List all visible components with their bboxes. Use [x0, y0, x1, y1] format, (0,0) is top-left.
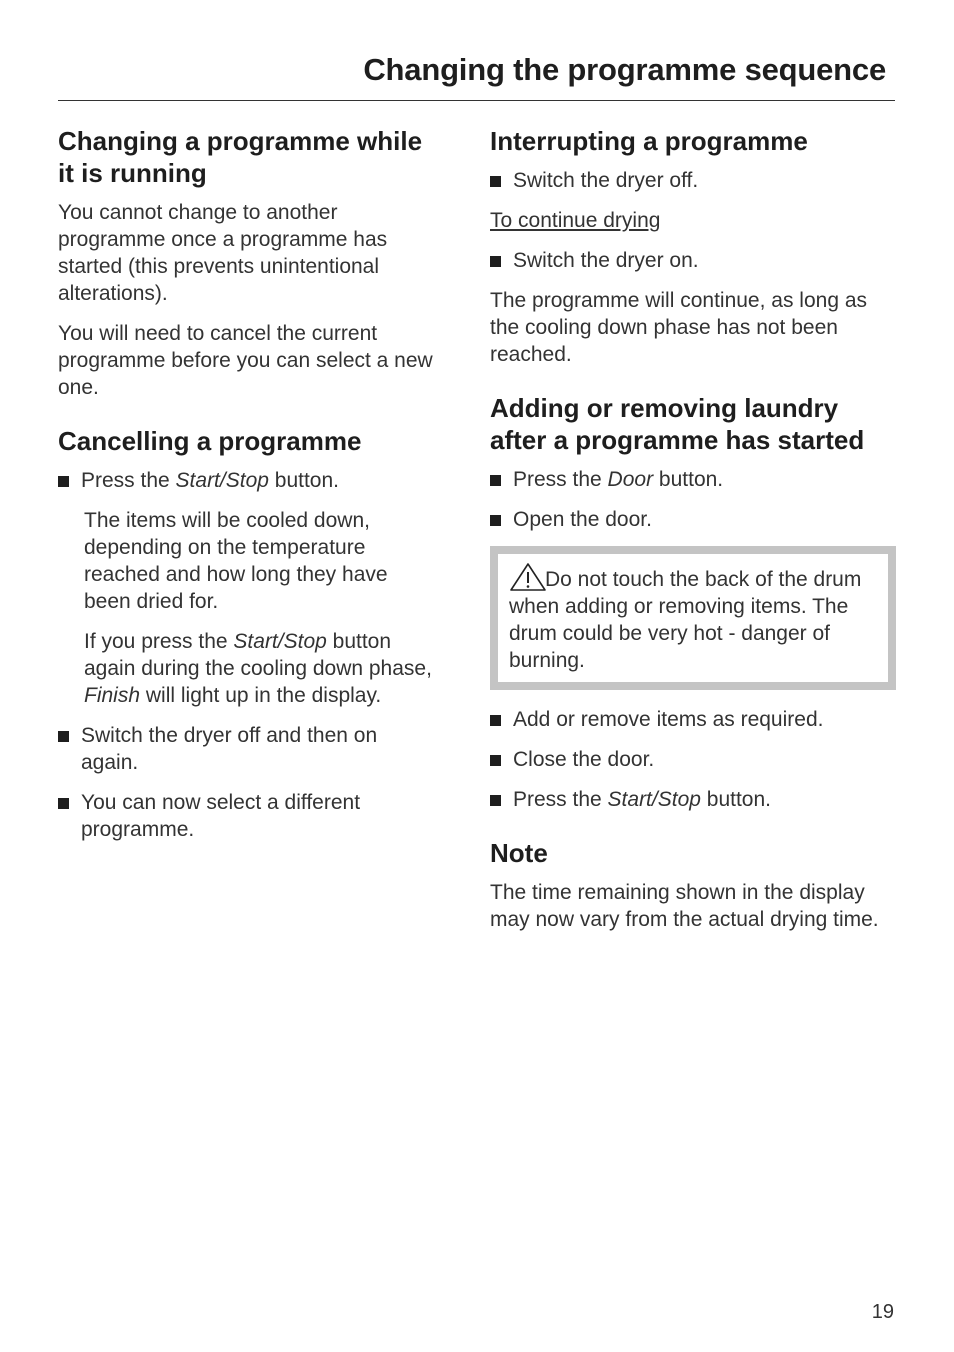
bullet-square-icon — [490, 715, 501, 726]
heading-changing-programme: Changing a programme while it is running — [58, 126, 423, 188]
bullet-square-icon — [58, 476, 69, 487]
right-column — [490, 125, 896, 946]
page-title: Changing the programme sequence — [363, 52, 886, 87]
button-name: Door — [607, 468, 654, 491]
warning-text: Do not touch the back of the drum when adding or removing items. The drum could be very hot - danger of burning. — [509, 568, 862, 672]
paragraph: The programme will continue, as long as the cooling down phase has not been reached. — [490, 289, 868, 366]
page-number: 19 — [871, 1301, 894, 1323]
heading-note: Note — [490, 838, 548, 868]
heading-interrupting-programme: Interrupting a programme — [490, 126, 808, 156]
subheading-continue-drying: To continue drying — [490, 209, 661, 232]
indented-paragraph: The items will be cooled down, depending on the temperature reached and how long they have been dried for. — [84, 509, 388, 613]
display-text: Finish — [84, 684, 141, 707]
bullet-item: Close the door. — [490, 746, 896, 773]
bullet-item: Press the Start/Stop button. — [58, 467, 433, 494]
bullet-square-icon — [490, 475, 501, 486]
button-name: Start/Stop — [233, 630, 327, 653]
bullet-item: Switch the dryer off. — [490, 167, 896, 194]
bullet-item: You can now select a different programme. — [58, 789, 433, 843]
title-rule — [58, 100, 895, 101]
bullet-item: Press the Door button. — [490, 466, 896, 493]
section-note — [490, 837, 896, 933]
bullet-square-icon — [58, 798, 69, 809]
section-changing-programme — [58, 125, 433, 401]
warning-box — [490, 546, 896, 690]
button-name: Start/Stop — [175, 469, 269, 492]
bullet-square-icon — [58, 731, 69, 742]
bullet-item: Press the Start/Stop button. — [490, 786, 896, 813]
indented-paragraph: If you press the Start/Stop button again during the cooling down phase, Finish will light up in the display. — [84, 630, 432, 707]
bullet-item: Add or remove items as required. — [490, 706, 896, 733]
bullet-item: Switch the dryer off and then on again. — [58, 722, 433, 776]
paragraph: You cannot change to another programme once a programme has started (this prevents unintentional alterations). — [58, 201, 388, 305]
bullet-item: Open the door. — [490, 506, 896, 533]
bullet-square-icon — [490, 176, 501, 187]
section-interrupting-programme — [490, 125, 896, 368]
warning-triangle-icon — [509, 562, 547, 592]
left-column — [58, 125, 433, 856]
paragraph: The time remaining shown in the display may now vary from the actual drying time. — [490, 881, 879, 931]
heading-adding-removing-laundry: Adding or removing laundry after a programme has started — [490, 393, 865, 455]
bullet-square-icon — [490, 515, 501, 526]
section-cancelling-programme — [58, 425, 433, 843]
bullet-square-icon — [490, 256, 501, 267]
bullet-item: Switch the dryer on. — [490, 247, 896, 274]
heading-cancelling-programme: Cancelling a programme — [58, 426, 362, 456]
button-name: Start/Stop — [607, 788, 701, 811]
bullet-square-icon — [490, 795, 501, 806]
bullet-square-icon — [490, 755, 501, 766]
section-adding-removing-laundry — [490, 392, 896, 813]
paragraph: You will need to cancel the current programme before you can select a new one. — [58, 322, 433, 399]
